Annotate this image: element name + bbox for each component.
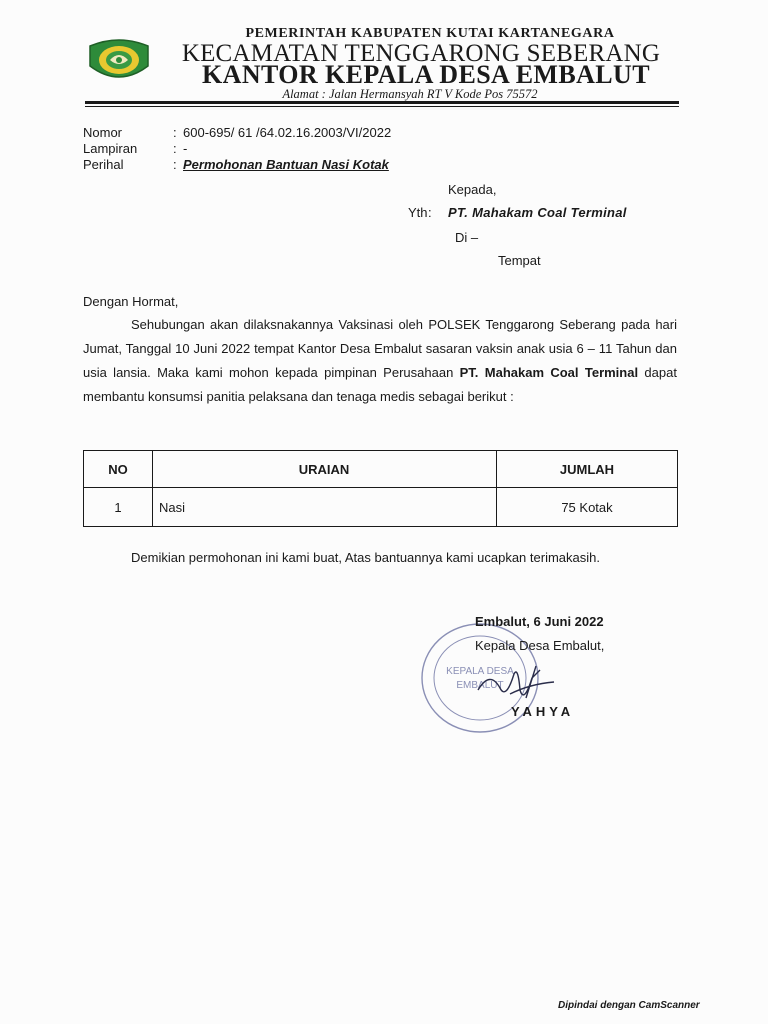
recipient-yth-label: Yth: [408, 205, 428, 220]
signature-place-date: Embalut, 6 Juni 2022: [475, 614, 604, 629]
scanner-watermark: Dipindai dengan CamScanner: [558, 1000, 700, 1011]
nomor-separator: :: [173, 125, 177, 140]
letterhead-district: KECAMATAN TENGGARONG SEBERANG: [181, 40, 661, 67]
recipient-di: Di –: [455, 230, 479, 245]
letterhead-regency: PEMERINTAH KABUPATEN KUTAI KARTANEGARA: [245, 26, 615, 41]
request-text-part1: Sehubungan akan dilaksnakannya Vaksinasi oleh POLSEK Tenggarong Seberang pada hari Jumat, Tanggal 10 Juni 2022 tempat Kantor Desa Embalut sasaran vaksin anak usia 6 – 11 Tahun dan usia lansia. Maka kami mohon kepada pimpinan Perusahaan: [83, 317, 677, 380]
recipient-kepada: Kepada,: [448, 182, 497, 197]
regency-emblem-icon: [86, 36, 152, 86]
letterhead-divider-thick: [85, 101, 679, 104]
recipient-tempat: Tempat: [498, 253, 541, 268]
recipient-company: PT. Mahakam Coal Terminal: [448, 205, 627, 220]
table-row: [84, 488, 678, 527]
letterhead-address: Alamat : Jalan Hermansyah RT V Kode Pos 75572: [282, 87, 538, 101]
lampiran-row: [83, 141, 391, 157]
reference-block: [83, 125, 391, 173]
table-header-row: [84, 451, 678, 488]
salutation: Dengan Hormat,: [83, 294, 179, 309]
stamp-text-village: EMBALUT: [456, 680, 504, 691]
cell-uraian: Nasi: [153, 488, 497, 527]
perihal-separator: :: [173, 157, 177, 172]
body-paragraph-closing: Demikian permohonan ini kami buat, Atas bantuannya kami ucapkan terimakasih.: [131, 550, 600, 565]
nomor-value: 600-695/ 61 /64.02.16.2003/VI/2022: [183, 125, 392, 140]
request-items-table: [83, 450, 678, 527]
perihal-row: [83, 157, 391, 173]
request-company-name: PT. Mahakam Coal Terminal: [459, 365, 639, 380]
perihal-value: Permohonan Bantuan Nasi Kotak: [183, 157, 389, 172]
request-text-part2: dapat membantu konsumsi panitia pelaksana dan tenaga medis sebagai berikut :: [83, 365, 677, 404]
letterhead-divider-thin: [85, 106, 679, 107]
handwritten-signature-icon: [470, 660, 560, 710]
letterhead-office: KANTOR KEPALA DESA EMBALUT: [202, 60, 650, 89]
header-no: NO: [84, 451, 153, 488]
lampiran-value: -: [183, 141, 188, 156]
nomor-label: Nomor: [83, 125, 123, 140]
recipient-yth-separator: :: [428, 205, 432, 220]
lampiran-separator: :: [173, 141, 177, 156]
stamp-text-title: KEPALA DESA: [446, 666, 514, 677]
signature-title: Kepala Desa Embalut,: [475, 638, 605, 653]
lampiran-label: Lampiran: [83, 141, 138, 156]
header-uraian: URAIAN: [153, 451, 497, 488]
perihal-label: Perihal: [83, 157, 124, 172]
body-paragraph-request: [83, 313, 677, 409]
cell-no: 1: [84, 488, 153, 527]
header-jumlah: JUMLAH: [497, 451, 678, 488]
nomor-row: [83, 125, 391, 141]
signature-name: YAHYA: [511, 704, 575, 719]
cell-jumlah: 75 Kotak: [497, 488, 678, 527]
